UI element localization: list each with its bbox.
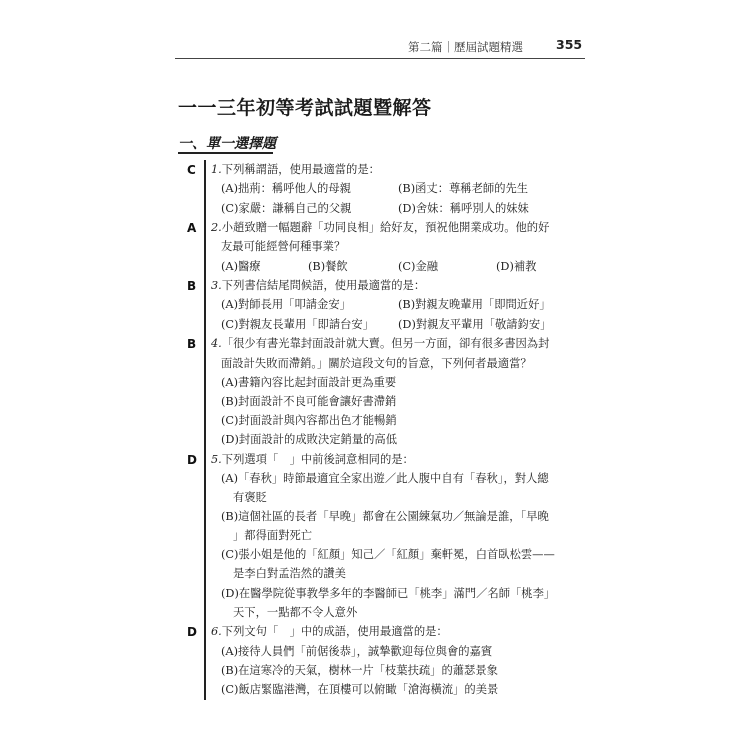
- option-d: (D)補教: [496, 260, 537, 273]
- question-number: 4.: [211, 337, 222, 350]
- option-a: (A)書籍內容比起封面設計更為重要: [221, 376, 397, 389]
- answer-letter: B: [187, 337, 197, 351]
- answer-column-rule: [204, 160, 206, 700]
- option-c: (C)飯店緊臨港灣，在頂樓可以俯瞰「滄海橫流」的美景: [221, 683, 499, 696]
- option-d: (D)在醫學院從事教學多年的李醫師已「桃李」滿門／名師「桃李」: [221, 587, 556, 600]
- option-b-continuation: 」都得面對死亡: [233, 529, 313, 542]
- question-number: 6.: [211, 625, 222, 638]
- option-b: (B)封面設計不良可能會讓好書滯銷: [221, 395, 397, 408]
- option-a-continuation: 有褒貶: [233, 491, 267, 504]
- option-d: (D)封面設計的成敗決定銷量的高低: [221, 433, 398, 446]
- option-c: (C)家嚴：謙稱自己的父親: [221, 202, 352, 215]
- question-stem: [211, 337, 549, 351]
- question-stem: [211, 163, 380, 177]
- stem-text: 下列書信結尾問候語，使用最適當的是：: [221, 279, 426, 292]
- option-d: (D)舍妹：稱呼別人的妹妹: [398, 202, 529, 215]
- stem-text: 下列稱謂語，使用最適當的是：: [221, 163, 380, 176]
- answer-letter: C: [187, 163, 196, 177]
- question-stem: [211, 453, 414, 467]
- question-number: 2.: [211, 221, 222, 234]
- section-heading: 一、單一選擇題: [178, 136, 276, 152]
- option-c-continuation: 是李白對孟浩然的讚美: [233, 567, 346, 580]
- option-d-continuation: 天下，一點都不令人意外: [233, 606, 358, 619]
- stem-text: 下列文句「 」中的成語，使用最適當的是：: [221, 625, 448, 638]
- part-title: 第二篇｜歷屆試題精選: [408, 40, 523, 54]
- stem-text: 「很少有書光靠封面設計就大賣。但另一方面，卻有很多書因為封: [221, 337, 550, 350]
- question-stem: [211, 625, 448, 639]
- option-c: (C)封面設計與內容都出色才能暢銷: [221, 414, 397, 427]
- option-a: (A)接待人員們「前倨後恭」，誠摯歡迎每位與會的嘉賓: [221, 645, 493, 658]
- page-number: 355: [556, 37, 583, 52]
- stem-text: 下列選項「 」中前後詞意相同的是：: [221, 453, 414, 466]
- question-number: 1.: [211, 163, 222, 176]
- answer-letter: A: [187, 221, 197, 235]
- option-a: (A)對師長用「叩請金安」: [221, 298, 351, 311]
- question-stem: [211, 221, 549, 235]
- question-number: 5.: [211, 453, 222, 466]
- option-b: (B)對親友晚輩用「即問近好」: [398, 298, 551, 311]
- option-c: (C)金融: [398, 260, 439, 273]
- stem-continuation: 面設計失敗而滯銷。」關於這段文句的旨意，下列何者最適當？: [221, 357, 532, 370]
- option-c: (C)張小姐是他的「紅顏」知己／「紅顏」棄軒冕，白首臥松雲——: [221, 548, 555, 561]
- option-b: (B)這個社區的長者「早晚」都會在公園練氣功／無論是誰，「早晚: [221, 510, 549, 523]
- option-b: (B)餐飲: [308, 260, 348, 273]
- stem-continuation: 友最可能經營何種事業？: [221, 240, 346, 253]
- option-b: (B)函丈：尊稱老師的先生: [398, 182, 529, 195]
- answer-letter: D: [187, 625, 197, 639]
- option-a: (A)拙荊：稱呼他人的母親: [221, 182, 351, 195]
- option-b: (B)在這寒冷的天氣，樹林一片「枝葉扶疏」的蕭瑟景象: [221, 664, 498, 677]
- answer-letter: D: [187, 453, 197, 467]
- option-c: (C)對親友長輩用「即請台安」: [221, 318, 375, 331]
- header-rule: [175, 58, 585, 59]
- stem-text: 小趙致贈一幅題辭「功同良相」給好友，預祝他開業成功。他的好: [221, 221, 550, 234]
- option-d: (D)對親友平輩用「敬請鈞安」: [398, 318, 552, 331]
- section-underline: [178, 152, 273, 154]
- running-header: [408, 37, 588, 55]
- question-number: 3.: [211, 279, 222, 292]
- page-title: 一一三年初等考試試題暨解答: [178, 97, 432, 119]
- option-a: (A)「春秋」時節最適宜全家出遊／此人腹中自有「春秋」，對人總: [221, 472, 549, 485]
- answer-letter: B: [187, 279, 197, 293]
- option-a: (A)醫療: [221, 260, 261, 273]
- question-stem: [211, 279, 425, 293]
